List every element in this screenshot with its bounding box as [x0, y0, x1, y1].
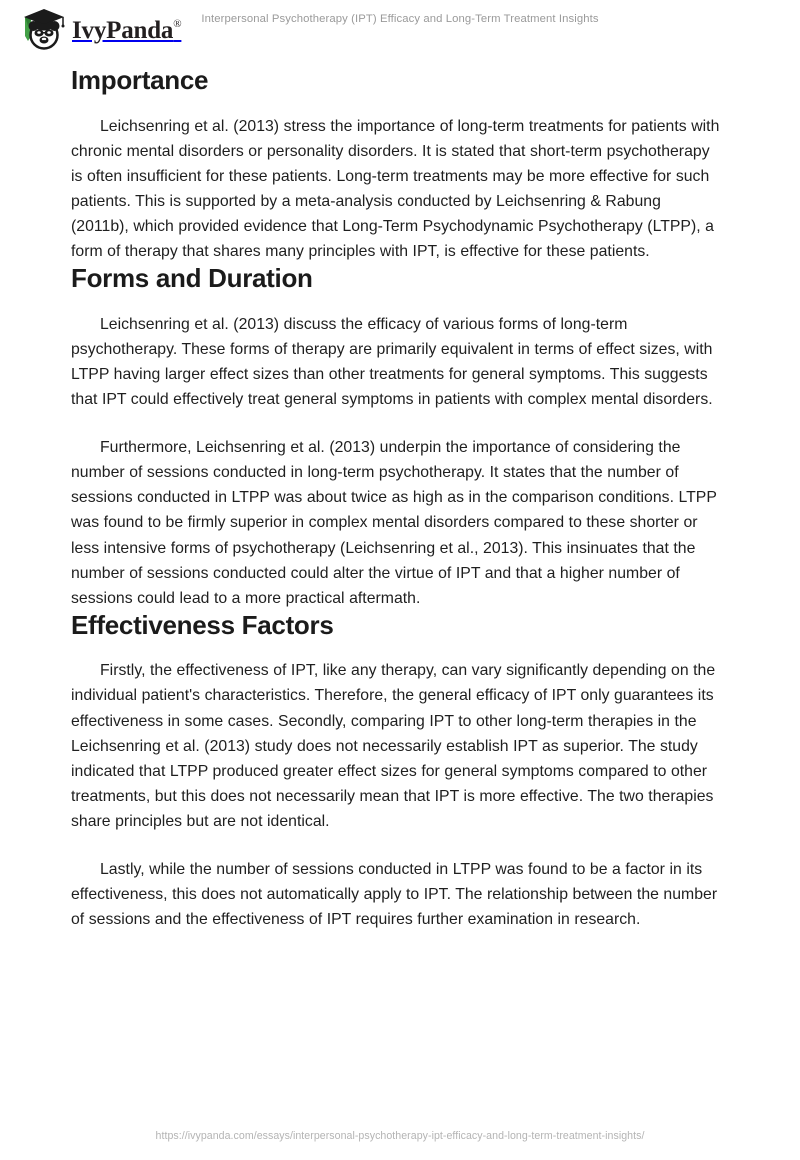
- essay-content: [71, 66, 722, 932]
- paragraph: Firstly, the effectiveness of IPT, like any therapy, can vary significantly depending on the individual patient's characteristics. Therefore, the general efficacy of IPT only guarantees its effectiveness in some cases. Secondly, comparing IPT to other long-term therapies in the Leichsenring et al. (2013) study does not necessarily establish IPT as superior. The study indicated that LTPP produced greater effect sizes for general symptoms compared to other treatments, but this does not necessarily mean that IPT is more effective. The two therapies share principles but are not identical.: [71, 662, 716, 830]
- section-heading-importance: Importance: [71, 65, 209, 95]
- paragraph: Leichsenring et al. (2013) discuss the efficacy of various forms of long-term psychotherapy. These forms of therapy are primarily equivalent in terms of effect sizes, with LTPP having larger effect sizes than other treatments for general symptoms. This suggests that IPT could effectively treat general symptoms in patients with complex mental disorders.: [71, 315, 713, 409]
- running-header-title: Interpersonal Psychotherapy (IPT) Efficacy and Long-Term Treatment Insights: [201, 13, 599, 25]
- paragraph: Lastly, while the number of sessions conducted in LTPP was found to be a factor in its effectiveness, this does not automatically apply to IPT. The relationship between the number of sessions and the effectiveness of IPT requires further examination in research.: [71, 861, 718, 929]
- section-heading-effectiveness-factors: Effectiveness Factors: [71, 609, 334, 640]
- paragraph: Leichsenring et al. (2013) stress the importance of long-term treatments for patients with chronic mental disorders or personality disorders. It is stated that short-term psychotherapy is often insufficient for these patients. Long-term treatments may be more effective for such patients. This is supported by a meta-analysis conducted by Leichsenring & Rabung (2011b), which provided evidence that Long-Term Psychodynamic Psychotherapy (LTPP), a form of therapy that shares many principles with IPT, is effective for these patients.: [71, 117, 720, 261]
- section-heading-forms-and-duration: Forms and Duration: [71, 263, 313, 294]
- page-header: [0, 0, 800, 58]
- registered-trademark-symbol: ®: [173, 18, 182, 31]
- paragraph: Furthermore, Leichsenring et al. (2013) underpin the importance of considering the number of sessions conducted in long-term psychotherapy. It states that the number of sessions conducted in LTPP was about twice as high as in the comparison conditions. LTPP was found to be firmly superior in complex mental disorders compared to these shorter or less intensive forms of psychotherapy (Leichsenring et al., 2013). This insinuates that the number of sessions conducted could alter the virtue of IPT and that a higher number of sessions could lead to a more practical aftermath.: [71, 439, 717, 607]
- source-url-link[interactable]: https://ivypanda.com/essays/interpersonal-psychotherapy-ipt-efficacy-and-long-term-treatment-insights/: [155, 1130, 645, 1142]
- brand-name: IvyPanda®: [72, 16, 182, 44]
- page-footer: [0, 1126, 800, 1144]
